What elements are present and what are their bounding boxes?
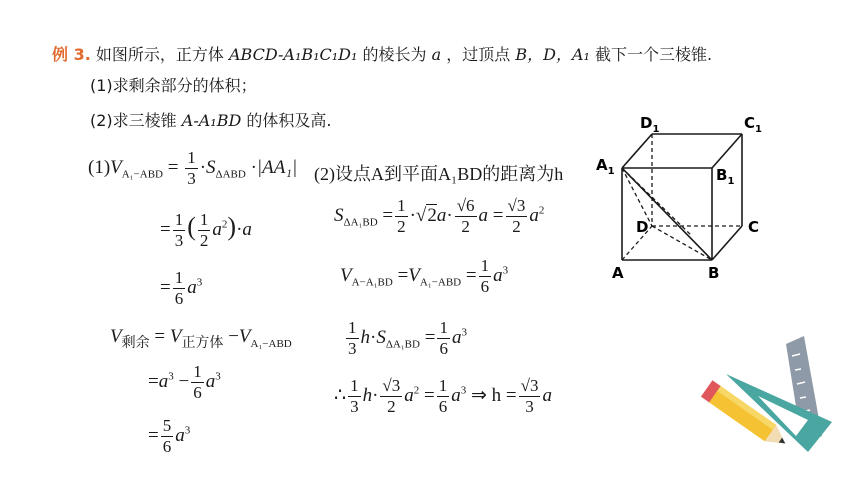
part2-text-2: 的体积及高. xyxy=(246,111,332,130)
stem-text-2: 的棱长为 xyxy=(362,45,427,64)
label-A: A xyxy=(612,264,624,282)
stationery-illustration xyxy=(696,336,836,466)
sol1-line3: = $\frac{1}{6}$ $a^3$ xyxy=(160,268,203,308)
sol1-line2: = $\frac{1}{3}$ ( $\frac{1}{2}$ $a^2)\cdot a$ xyxy=(160,210,252,250)
label-A1: $A_1$ xyxy=(596,156,615,177)
vol-sub-left: A−A₁BD xyxy=(351,276,393,289)
solid-name: ABCD-A₁B₁C₁D₁ xyxy=(229,45,358,64)
pyr-sub: A₁−ABD xyxy=(250,337,292,350)
stem-text-4: 截下一个三棱锥. xyxy=(595,45,713,64)
label-B1: $B_1$ xyxy=(716,166,735,187)
sol1-line5: $=a^3$ − $\frac{1}{6}$ $a^3$ xyxy=(148,362,221,402)
sol1-sub: A₁−ABD xyxy=(121,168,163,181)
cube-diagram xyxy=(592,108,782,288)
edge-b-c xyxy=(712,226,742,260)
remaining-sub: 剩余 xyxy=(121,334,150,351)
sol1-line6: = $\frac{5}{6}$ $a^3$ xyxy=(148,416,191,456)
therefore: ∴ xyxy=(334,384,347,406)
edge-b1-c1 xyxy=(712,134,742,168)
label-D: D xyxy=(636,218,649,236)
vertex-list: B，D，A₁ xyxy=(515,45,590,64)
sol1-line1: $(1)V_{A_1-ABD}$ = $\frac{1}{3}$ $\cdot S_{\Delta ABD} \cdot|AA_1|$ xyxy=(88,148,298,188)
label-C: C xyxy=(748,218,760,236)
sol1-line4: $V_{剩余} = V_{正方体} -V_{A_1-ABD}$ xyxy=(110,326,292,351)
part1-question: (1)求剩余部分的体积； xyxy=(90,76,257,95)
problem-stem xyxy=(52,42,712,65)
edge-variable: a xyxy=(431,45,442,64)
vol-sub-right: A₁−ABD xyxy=(419,276,462,289)
area-sub: ΔA₁BD xyxy=(343,216,378,229)
aa1: |AA₁| xyxy=(256,156,298,178)
sol1-label: (1) xyxy=(88,156,111,178)
label-D1: $D_1$ xyxy=(640,114,660,135)
label-C1: $C_1$ xyxy=(744,114,762,135)
area-sub-2: ΔA₁BD xyxy=(385,338,420,351)
part2-text: (2)求三棱锥 xyxy=(90,111,177,130)
edge-a1-d1 xyxy=(622,134,652,168)
sol2-line2: $V_{A-A_1BD} =V_{A_1-ABD}$ = $\frac{1}{6}$ $a^3$ xyxy=(340,256,509,296)
edge-a1-b xyxy=(622,168,712,260)
example-tag: 例 3. xyxy=(52,45,91,64)
sol2-line4: ∴ $\frac{1}{3}$ h· $\frac{√3}{2}$ $a^2$ = $\frac{1}{6}$ $a^3$ ⇒ h = $\frac{√3}{3}$ a xyxy=(334,376,552,416)
stem-text-3: ，过顶点 xyxy=(446,45,511,64)
tri-sub: ΔABD xyxy=(215,168,246,181)
sol2-line3: $\frac{1}{3}$ $h\cdot S_{\Delta A_1BD}$ = $\frac{1}{6}$ $a^3$ xyxy=(348,318,467,358)
label-B: B xyxy=(708,264,720,282)
sol2-intro: (2)设点A到平面A₁BD的距离为h xyxy=(314,164,564,184)
part2-question xyxy=(90,108,331,131)
cube-sub: 正方体 xyxy=(181,334,224,351)
hidden-d-b xyxy=(652,226,712,260)
implies: ⇒ h = xyxy=(470,384,517,406)
sol2-line1: $S_{\Delta A_1BD}$ = $\frac{1}{2}$ ·√2a· $\frac{√6}{2}$ a = $\frac{√3}{2}$ $a^2$ xyxy=(334,196,545,236)
part2-pyramid: A-A₁BD xyxy=(181,111,242,130)
stem-text: 如图所示，正方体 xyxy=(95,45,224,64)
